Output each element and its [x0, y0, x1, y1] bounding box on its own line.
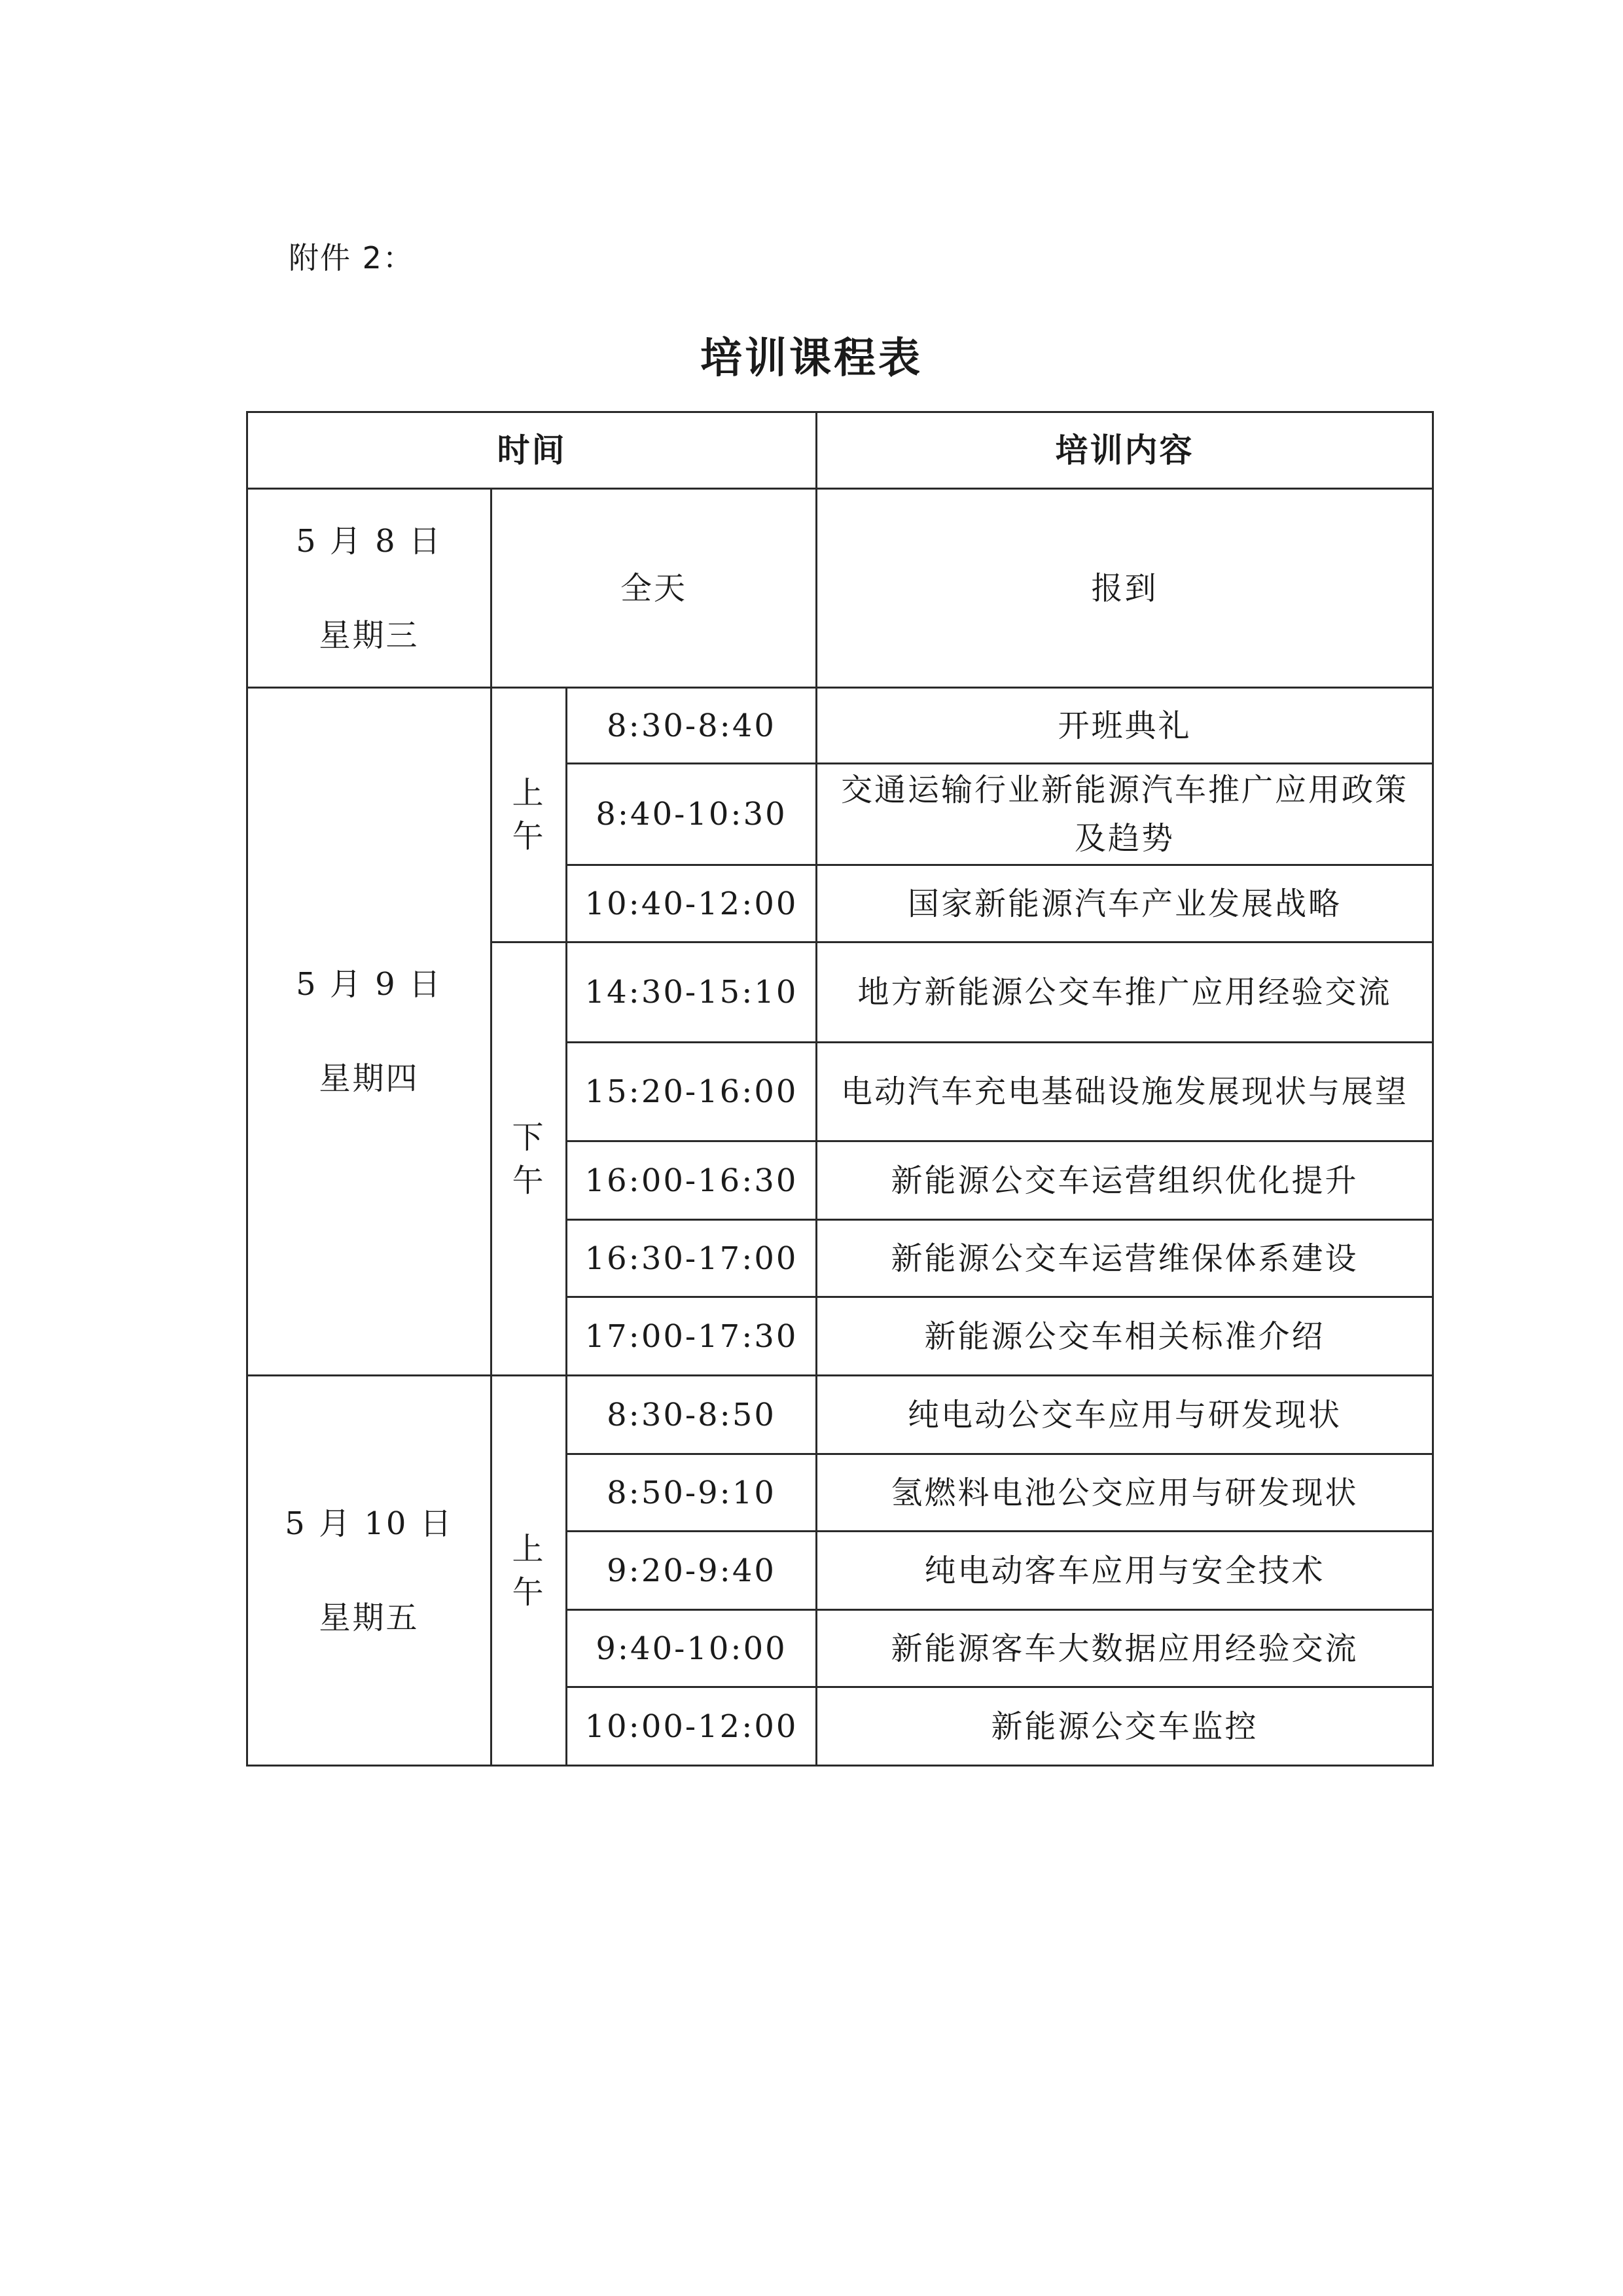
time-cell: 14:30-15:10: [567, 942, 817, 1043]
time-cell: 8:30-8:50: [567, 1376, 817, 1454]
time-cell: 9:40-10:00: [567, 1610, 817, 1687]
time-cell: 8:30-8:40: [567, 688, 817, 764]
content-cell: 电动汽车充电基础设施发展现状与展望: [817, 1043, 1433, 1141]
period-char: 午: [512, 1162, 546, 1199]
content-cell: 氢燃料电池公交应用与研发现状: [817, 1454, 1433, 1532]
time-cell: 8:40-10:30: [567, 764, 817, 865]
period-char: 午: [512, 818, 546, 855]
content-cell: 国家新能源汽车产业发展战略: [817, 865, 1433, 942]
time-cell: 16:00-16:30: [567, 1141, 817, 1220]
time-cell: 9:20-9:40: [567, 1532, 817, 1610]
period-char: 午: [512, 1573, 546, 1611]
content-cell: 报到: [817, 489, 1433, 688]
weekday-label: 星期四: [319, 1060, 419, 1097]
training-schedule-table: [246, 411, 1434, 1767]
content-cell: 纯电动公交车应用与研发现状: [817, 1376, 1433, 1454]
content-cell: 新能源客车大数据应用经验交流: [817, 1610, 1433, 1687]
period-char: 下: [512, 1119, 546, 1156]
time-cell: 全天: [491, 489, 817, 688]
time-cell: 17:00-17:30: [567, 1297, 817, 1376]
date-cell: [247, 1376, 491, 1766]
time-cell: 10:40-12:00: [567, 865, 817, 942]
content-cell: 地方新能源公交车推广应用经验交流: [817, 942, 1433, 1043]
table-row: [247, 1376, 1433, 1454]
table-row: [247, 489, 1433, 688]
document-title: 培训课程表: [700, 334, 923, 383]
content-cell: 新能源公交车相关标准介绍: [817, 1297, 1433, 1376]
content-cell: 纯电动客车应用与安全技术: [817, 1532, 1433, 1610]
table-row: [247, 688, 1433, 764]
time-cell: 16:30-17:00: [567, 1220, 817, 1297]
date-label: 5 月 9 日: [296, 966, 442, 1003]
period-char: 上: [512, 775, 546, 812]
period-cell-morning: [491, 1376, 567, 1766]
period-cell-morning: [491, 688, 567, 942]
date-cell: [247, 688, 491, 1376]
table-header-row: [247, 412, 1433, 489]
content-cell: 交通运输行业新能源汽车推广应用政策及趋势: [817, 764, 1433, 865]
header-content: 培训内容: [817, 412, 1433, 489]
time-cell: 8:50-9:10: [567, 1454, 817, 1532]
content-cell: 新能源公交车运营维保体系建设: [817, 1220, 1433, 1297]
attachment-label: 附件 2：: [289, 240, 414, 276]
date-cell: [247, 489, 491, 688]
content-cell: 新能源公交车运营组织优化提升: [817, 1141, 1433, 1220]
period-char: 上: [512, 1530, 546, 1568]
date-label: 5 月 10 日: [285, 1505, 454, 1542]
time-cell: 10:00-12:00: [567, 1687, 817, 1766]
date-label: 5 月 8 日: [296, 522, 442, 560]
period-cell-afternoon: [491, 942, 567, 1376]
content-cell: 新能源公交车监控: [817, 1687, 1433, 1766]
weekday-label: 星期三: [319, 617, 419, 654]
weekday-label: 星期五: [319, 1599, 419, 1636]
header-time: 时间: [247, 412, 817, 489]
time-cell: 15:20-16:00: [567, 1043, 817, 1141]
content-cell: 开班典礼: [817, 688, 1433, 764]
